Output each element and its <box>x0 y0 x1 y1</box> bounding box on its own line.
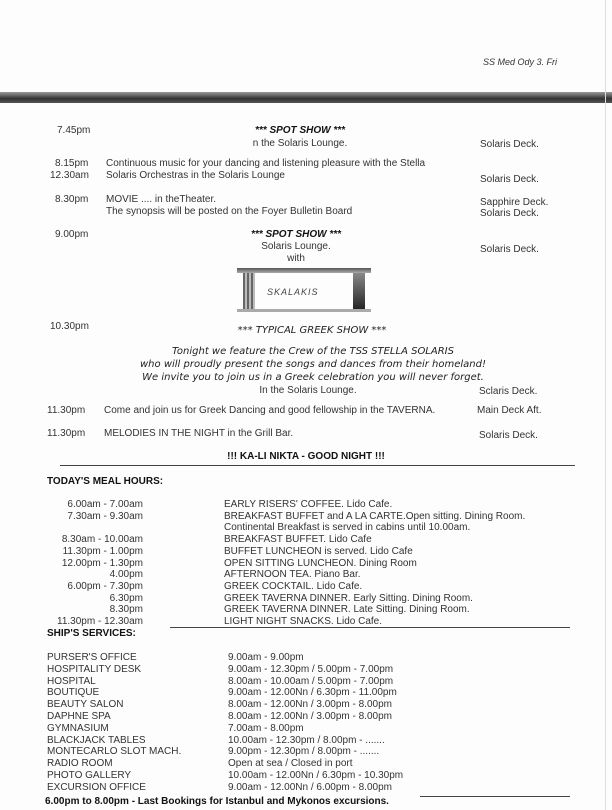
logo-text: SKALAKIS <box>267 287 319 297</box>
service-name: BLACKJACK TABLES <box>47 734 146 746</box>
event-deck: Main Deck Aft. <box>477 405 542 416</box>
event-text: Solaris Lounge. <box>261 241 331 252</box>
meal-time: 7.30am - 9.30am <box>67 510 143 522</box>
event-deck: Sapphire Deck. <box>480 197 549 208</box>
meal-description: LIGHT NIGHT SNACKS. Lido Cafe. <box>224 616 383 627</box>
event-time: 9.00pm <box>55 229 89 240</box>
page-ref: SS Med Ody 3. Fri <box>483 57 558 67</box>
meal-time: 12.00pm - 1.30pm <box>61 557 143 569</box>
event-title: *** SPOT SHOW *** <box>254 125 346 136</box>
service-hours: 8.00am - 12.00Nn / 3.00pm - 8.00pm <box>228 711 392 722</box>
goodnight-banner: !!! KA-LI NIKTA - GOOD NIGHT !!! <box>227 451 385 462</box>
service-hours: 10.00am - 12.00Nn / 6.30pm - 10.30pm <box>228 770 404 781</box>
event-time: 8.15pm <box>55 158 89 169</box>
event-deck: Solaris Deck. <box>480 208 539 219</box>
service-hours: Open at sea / Closed in port <box>228 758 353 770</box>
meal-description: BREAKFAST BUFFET. Lido Cafe <box>224 534 372 546</box>
event-time-end: 12.30am <box>50 170 89 181</box>
event-deck: Sclaris Deck. <box>479 386 538 397</box>
event-text: In the Solaris Lounge. <box>259 385 357 396</box>
meal-hours-heading: TODAY'S MEAL HOURS: <box>47 476 164 487</box>
event-deck: Solaris Deck. <box>480 174 539 185</box>
event-text: MELODIES IN THE NIGHT in the Grill Bar. <box>104 428 294 439</box>
divider <box>60 465 575 466</box>
event-time: 8.30pm <box>55 194 89 205</box>
service-hours: 7.00am - 8.00pm <box>228 722 304 734</box>
service-name: HOSPITAL <box>47 675 96 687</box>
meal-description: BUFFET LUNCHEON is served. Lido Cafe <box>224 545 413 557</box>
service-name: DAPHNE SPA <box>47 711 111 722</box>
meal-description: Continental Breakfast is served in cabins until 10.00am. <box>224 522 471 534</box>
services-heading: SHIP'S SERVICES: <box>47 628 136 639</box>
divider <box>420 796 570 797</box>
service-name: GYMNASIUM <box>47 722 109 734</box>
meal-description: OPEN SITTING LUNCHEON. Dining Room <box>224 557 417 569</box>
event-text: Continuous music for your dancing and listening pleasure with the Stella <box>106 158 426 169</box>
meal-description: EARLY RISERS' COFFEE. Lido Cafe. <box>224 499 393 510</box>
service-hours: 8.00am - 10.00am / 5.00pm - 7.00pm <box>228 675 394 687</box>
meal-time: 8.30am - 10.00am <box>61 534 143 546</box>
event-deck: Solaris Deck. <box>480 139 539 150</box>
event-text: We invite you to join us in a Greek celebration you will never forget. <box>142 372 484 383</box>
service-name: BOUTIQUE <box>47 687 100 699</box>
event-text: Tonight we feature the Crew of the TSS STELLA SOLARIS <box>172 346 454 357</box>
service-hours: 9.00am - 9.00pm <box>228 652 304 663</box>
meal-time: 11.30pm - 1.00pm <box>62 545 143 557</box>
event-time: 11.30pm <box>47 405 86 416</box>
event-text: n the Solaris Lounge. <box>252 138 348 149</box>
meal-time: 6.00pm - 7.30pm <box>67 580 143 592</box>
skalakis-logo <box>237 268 371 312</box>
service-hours: 9.00am - 12.30pm / 5.00pm - 7.00pm <box>228 663 394 675</box>
event-time: 10.30pm <box>50 321 89 332</box>
header-bar <box>0 92 612 103</box>
service-hours: 10.00am - 12.30pm / 8.00pm - ....... <box>228 734 385 746</box>
event-text: MOVIE .... in theTheater. <box>106 194 217 205</box>
meal-description: GREEK TAVERNA DINNER. Early Sitting. Dining Room. <box>224 592 473 604</box>
service-hours: 8.00am - 12.00Nn / 3.00pm - 8.00pm <box>228 699 392 711</box>
service-name: EXCURSION OFFICE <box>47 781 146 793</box>
event-time: 7.45pm <box>57 125 91 136</box>
event-time: 11.30pm <box>47 428 86 439</box>
event-text: who will proudly present the songs and dances from their homeland! <box>140 359 486 370</box>
service-name: PHOTO GALLERY <box>47 770 132 781</box>
meal-description: AFTERNOON TEA. Piano Bar. <box>224 569 361 581</box>
meal-time: 8.30pm <box>109 604 143 616</box>
footer-note: 6.00pm to 8.00pm - Last Bookings for Istanbul and Mykonos excursions. <box>45 796 389 807</box>
meal-time: 4.00pm <box>109 569 143 581</box>
event-text: Come and join us for Greek Dancing and good fellowship in the TAVERNA. <box>104 405 436 416</box>
event-deck: Solaris Deck. <box>480 244 539 255</box>
service-hours: 9.00am - 12.00Nn / 6.00pm - 8.00pm <box>228 781 392 793</box>
service-name: HOSPITALITY DESK <box>47 663 142 675</box>
service-hours: 9.00pm - 12.30pm / 8.00pm - ....... <box>228 746 380 758</box>
event-title: *** TYPICAL GREEK SHOW *** <box>237 325 387 336</box>
service-hours: 9.00am - 12.00Nn / 6.30pm - 11.00pm <box>228 687 397 699</box>
event-text: Solaris Orchestras in the Solaris Lounge <box>106 170 285 181</box>
event-text: with <box>287 253 305 264</box>
meal-time: 11.30pm - 12.30am <box>57 616 143 627</box>
scan-edge <box>605 0 606 810</box>
event-text: The synopsis will be posted on the Foyer Bulletin Board <box>106 206 353 217</box>
meal-description: GREEK TAVERNA DINNER. Late Sitting. Dining Room. <box>224 604 470 616</box>
meal-time: 6.00am - 7.00am <box>67 499 143 510</box>
event-title: *** SPOT SHOW *** <box>250 229 342 240</box>
service-name: RADIO ROOM <box>47 758 113 770</box>
service-name: PURSER'S OFFICE <box>47 652 137 663</box>
meal-time: 6.30pm <box>109 592 143 604</box>
service-name: MONTECARLO SLOT MACH. <box>47 746 182 758</box>
service-name: BEAUTY SALON <box>47 699 124 711</box>
event-deck: Solaris Deck. <box>479 430 538 441</box>
meal-description: GREEK COCKTAIL. Lido Cafe. <box>224 580 363 592</box>
meal-description: BREAKFAST BUFFET and A LA CARTE.Open sitting. Dining Room. <box>224 510 526 522</box>
